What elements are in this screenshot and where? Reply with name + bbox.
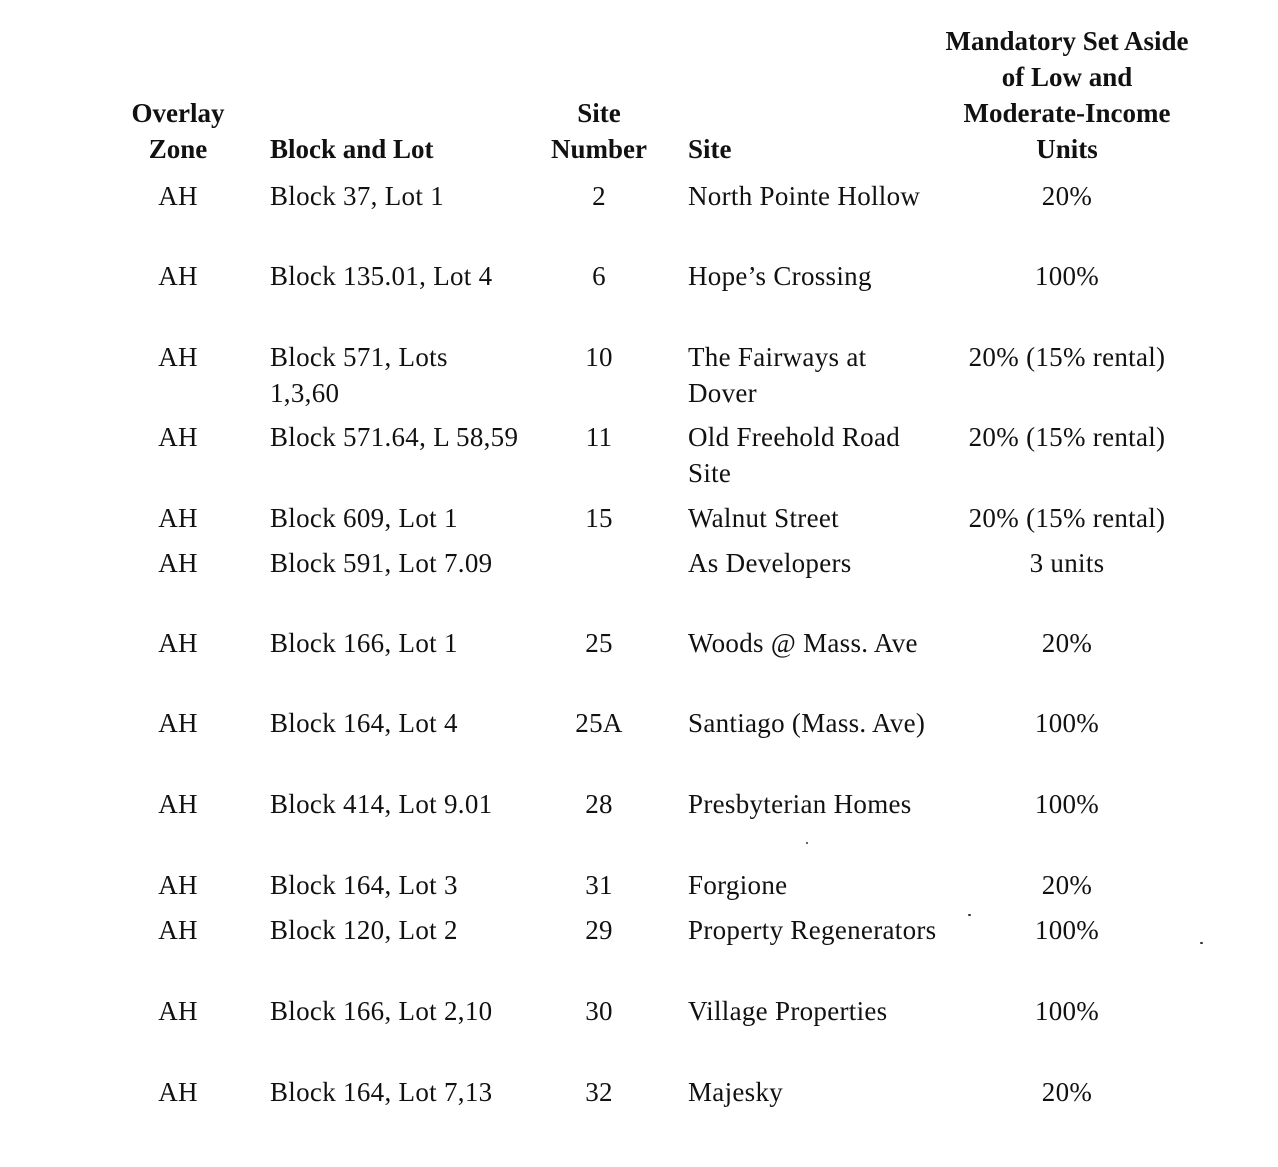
block-lot-cell: Block 37, Lot 1 [270,181,444,211]
overlay-zone-cell: AH [158,996,198,1026]
table-row [0,867,1278,912]
scan-speck [1200,942,1203,944]
block-lot-cell: Block 164, Lot 4 [270,708,458,738]
overlay-zone-cell: AH [158,503,198,533]
site-cell: Hope’s Crossing [688,261,872,291]
block-lot-cell: Block 414, Lot 9.01 [270,789,493,819]
table-row [0,993,1278,1074]
set-aside-cell: 20% (15% rental) [968,422,1166,452]
table-row [0,258,1278,339]
overlay-zone-cell: AH [158,548,198,578]
overlay-zone-cell: AH [158,628,198,658]
overlay-zone-cell: AH [158,870,198,900]
scan-speck [806,842,808,844]
set-aside-cell: 20% [1041,1077,1093,1107]
site-cell: Santiago (Mass. Ave) [688,708,926,738]
site-number-cell: 32 [585,1077,613,1107]
block-lot-cell: Block 166, Lot 2,10 [270,996,493,1026]
table-row [0,625,1278,705]
site-cell: Property Regenerators [688,915,937,945]
set-aside-cell: 20% [1041,181,1093,211]
overlay-zone-cell: AH [158,708,198,738]
header-overlay-zone: Overlay Zone [131,98,225,164]
header-site: Site [688,134,732,164]
site-cell: As Developers [688,548,852,578]
set-aside-cell: 20% [1041,870,1093,900]
set-aside-cell: 100% [1034,261,1100,291]
set-aside-cell: 20% (15% rental) [968,342,1166,372]
block-lot-cell: Block 609, Lot 1 [270,503,458,533]
table-row [0,912,1278,993]
site-number-cell: 2 [592,181,606,211]
header-mandatory-set-aside: Mandatory Set Aside of Low and Moderate-Income Units [945,26,1189,164]
block-lot-cell: Block 164, Lot 3 [270,870,458,900]
site-cell: Presbyterian Homes [688,789,912,819]
block-lot-cell: Block 571, Lots 1,3,60 [270,342,448,408]
site-number-cell: 25 [585,628,613,658]
site-number-cell: 29 [585,915,613,945]
overlay-zone-cell: AH [158,261,198,291]
block-lot-cell: Block 120, Lot 2 [270,915,458,945]
block-lot-cell: Block 164, Lot 7,13 [270,1077,493,1107]
overlay-zone-cell: AH [158,1077,198,1107]
site-cell: Woods @ Mass. Ave [688,628,918,658]
table-header [0,0,1278,175]
header-block-and-lot: Block and Lot [270,134,434,164]
block-lot-cell: Block 571.64, L 58,59 [270,422,519,452]
table-row [0,545,1278,625]
set-aside-cell: 100% [1034,708,1100,738]
site-cell: Majesky [688,1077,784,1107]
overlay-zone-cell: AH [158,915,198,945]
set-aside-cell: 100% [1034,789,1100,819]
table-row [0,705,1278,786]
overlay-zone-cell: AH [158,342,198,372]
overlay-zone-cell: AH [158,789,198,819]
set-aside-cell: 100% [1034,915,1100,945]
set-aside-cell: 20% (15% rental) [968,503,1166,533]
table-row [0,786,1278,867]
site-number-cell: 28 [585,789,613,819]
table-row [0,339,1278,419]
table-body [0,178,1278,1154]
site-number-cell: 11 [585,422,613,452]
site-cell: Forgione [688,870,788,900]
set-aside-cell: 3 units [1029,548,1105,578]
table-row [0,500,1278,545]
block-lot-cell: Block 166, Lot 1 [270,628,458,658]
site-number-cell: 31 [585,870,613,900]
site-cell: Village Properties [688,996,888,1026]
overlay-zone-cell: AH [158,422,198,452]
header-site-number: Site Number [551,98,647,164]
table-row [0,419,1278,500]
block-lot-cell: Block 591, Lot 7.09 [270,548,493,578]
site-number-cell: 25A [575,708,623,738]
site-number-cell: 15 [585,503,613,533]
site-cell: Old Freehold Road Site [688,422,901,488]
site-cell: North Pointe Hollow [688,181,921,211]
scan-speck [968,914,971,916]
site-number-cell: 30 [585,996,613,1026]
table-row [0,178,1278,258]
table-row [0,1074,1278,1154]
site-cell: Walnut Street [688,503,839,533]
site-cell: The Fairways at Dover [688,342,867,408]
site-number-cell: 10 [585,342,613,372]
set-aside-cell: 20% [1041,628,1093,658]
overlay-zone-cell: AH [158,181,198,211]
block-lot-cell: Block 135.01, Lot 4 [270,261,493,291]
set-aside-cell: 100% [1034,996,1100,1026]
site-number-cell: 6 [592,261,606,291]
